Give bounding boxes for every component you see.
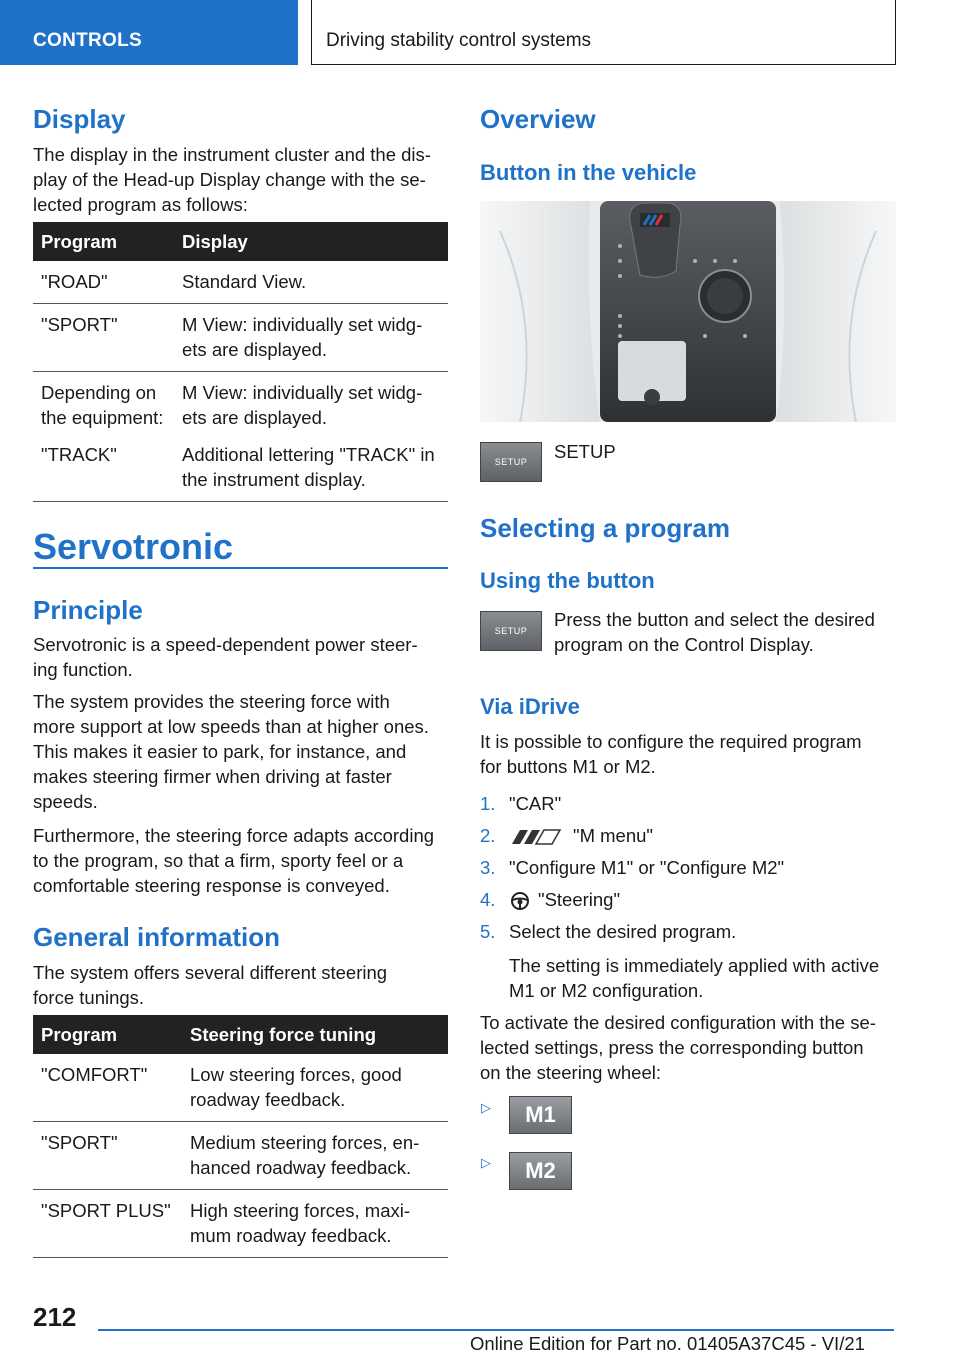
table-cell: Depending on the equipment: [41, 382, 164, 428]
general-info-paragraph: The system offers several different steering force tunings. [33, 962, 388, 1008]
table-header: Program [33, 1015, 182, 1054]
setup-button-icon: SETUP [480, 611, 542, 651]
selecting-program-heading: Selecting a program [480, 513, 730, 543]
display-intro: The display in the instrument cluster and the dis- play of the Head-up Display change with the se- lected program as follows: [33, 144, 431, 215]
table-row [33, 1054, 448, 1122]
principle-paragraph-2: The system provides the steering force with more support at low speeds than at higher ones. This makes it easier to park, for instance, and makes steering firmer when driving at faster speeds. [33, 691, 429, 812]
chapter-header [311, 0, 896, 65]
step-number: 3. [480, 857, 496, 878]
using-button-text: Press the button and select the desired program on the Control Display. [554, 609, 875, 655]
display-heading: Display [33, 104, 126, 134]
table-row [33, 261, 448, 304]
footer-rule [98, 1329, 894, 1331]
using-button-heading: Using the button [480, 568, 655, 593]
step-text: "Configure M1" or "Configure M2" [509, 857, 785, 878]
idrive-intro: It is possible to configure the required program for buttons M1 or M2. [480, 731, 862, 777]
step-text: "Steering" [538, 889, 621, 910]
m2-button-icon: M2 [509, 1152, 572, 1190]
page-number: 212 [33, 1302, 77, 1332]
steering-wheel-icon [510, 891, 530, 911]
table-header-row [33, 222, 448, 261]
bullet-triangle-icon: ▷ [481, 1155, 491, 1170]
step-number: 2. [480, 825, 496, 846]
section-title: CONTROLS [33, 30, 143, 51]
chapter-title: Driving stability control systems [326, 30, 592, 51]
table-cell: Low steering forces, good roadway feedback. [182, 1054, 448, 1122]
table-cell: "TRACK" [33, 434, 174, 502]
table-row [33, 304, 448, 372]
principle-paragraph-1: Servotronic is a speed-dependent power steer- ing function. [33, 634, 418, 680]
step-text: "M menu" [573, 825, 653, 846]
table-header: Display [174, 222, 448, 261]
activate-text: To activate the desired configuration with the se- lected settings, press the corresponding button on the steering wheel: [480, 1012, 876, 1083]
button-in-vehicle-heading: Button in the vehicle [480, 160, 697, 185]
table-cell: Standard View. [174, 261, 448, 304]
table-cell: M View: individually set widg-ets are displayed. [174, 304, 448, 372]
section-tab [0, 0, 298, 65]
table-cell: "SPORT PLUS" [33, 1190, 182, 1258]
center-console-image [480, 201, 896, 422]
table-cell: "ROAD" [33, 261, 174, 304]
table-cell: "SPORT" [33, 1122, 182, 1190]
display-table [33, 222, 448, 502]
step-number: 1. [480, 793, 496, 814]
general-info-heading: General information [33, 922, 281, 952]
table-cell: "COMFORT" [33, 1054, 182, 1122]
table-row [33, 1190, 448, 1258]
step-5-note: The setting is immediately applied with active M1 or M2 configuration. [509, 955, 880, 1001]
servotronic-heading: Servotronic [33, 526, 234, 567]
principle-heading: Principle [33, 595, 143, 625]
table-header: Program [33, 222, 174, 261]
table-cell: "SPORT" [33, 304, 174, 372]
via-idrive-heading: Via iDrive [480, 694, 580, 719]
step-text: "CAR" [509, 793, 562, 814]
step-number: 4. [480, 889, 496, 910]
bullet-triangle-icon: ▷ [481, 1100, 491, 1115]
principle-paragraph-3: Furthermore, the steering force adapts according to the program, so that a firm, sporty feel or a comfortable steering response is conveyed. [33, 825, 435, 896]
table-cell: High steering forces, maxi-mum roadway feedback. [182, 1190, 448, 1258]
edition-text: Online Edition for Part no. 01405A37C45 - VI/21 [470, 1333, 865, 1354]
step-text: Select the desired program. [509, 921, 737, 942]
overview-heading: Overview [480, 104, 596, 134]
table-row [33, 434, 448, 502]
steering-table [33, 1015, 448, 1258]
m-menu-icon [510, 828, 562, 846]
setup-button-icon: SETUP [480, 442, 542, 482]
center-console-illustration [480, 201, 896, 422]
table-cell: M View: individually set widg-ets are displayed. [182, 382, 423, 428]
m1-button-icon: M1 [509, 1096, 572, 1134]
setup-caption: SETUP [554, 441, 616, 462]
step-number: 5. [480, 921, 496, 942]
table-header-row [33, 1015, 448, 1054]
section-divider [33, 567, 448, 569]
table-header: Steering force tuning [182, 1015, 448, 1054]
table-row [33, 1122, 448, 1190]
table-cell: Additional lettering "TRACK" in the instrument display. [174, 434, 448, 502]
table-row [33, 372, 448, 435]
table-cell: Medium steering forces, en-hanced roadway feedback. [182, 1122, 448, 1190]
